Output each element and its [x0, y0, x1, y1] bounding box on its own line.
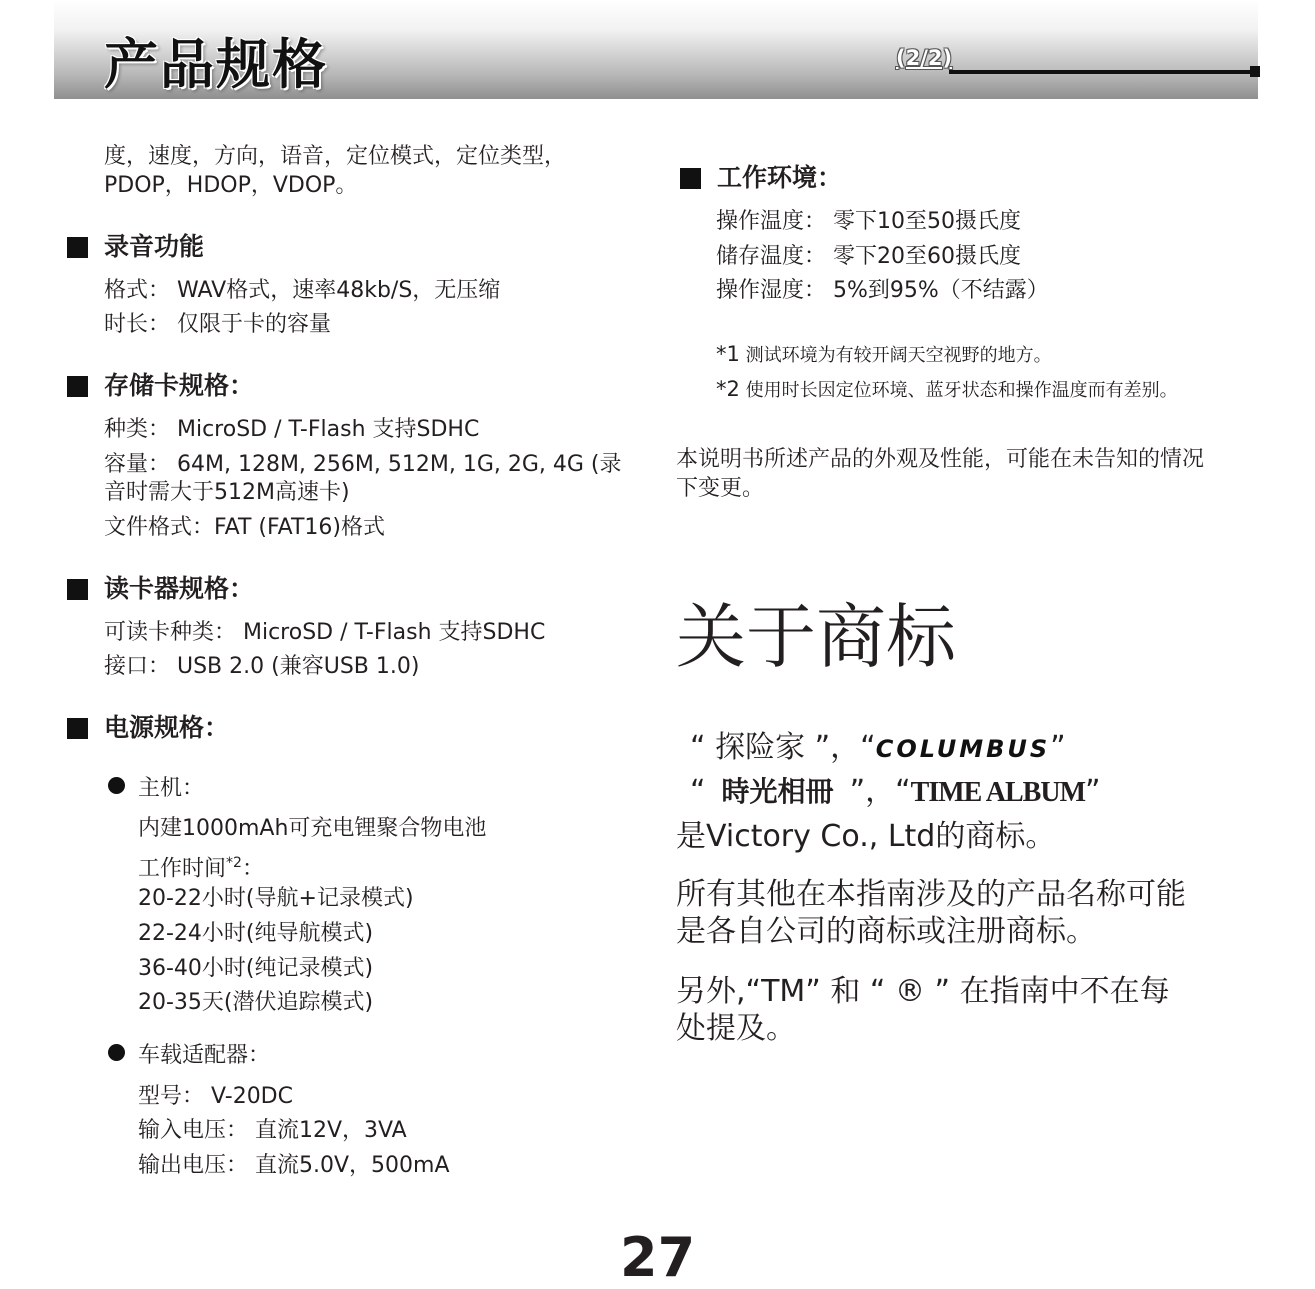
- footnote-mark: *1: [716, 342, 740, 366]
- trademark-line-2: [690, 772, 1101, 813]
- footnote-text: 测试环境为有较开阔天空视野的地方。: [739, 345, 1052, 366]
- reader-heading: [67, 574, 254, 604]
- closing-quote: ”: [1050, 730, 1066, 765]
- mode-line: 22-24小时(纯导航模式): [138, 921, 374, 946]
- columbus-logo: COLUMBUS: [875, 735, 1051, 763]
- trademark-marks-2: 处提及。: [676, 1011, 796, 1046]
- closing-quote: ”: [1085, 774, 1101, 809]
- mode-line: 20-22小时(导航+记录模式): [138, 886, 414, 911]
- footnote-1: [716, 341, 1052, 369]
- adapter-input: 输入电压： 直流12V，3VA: [138, 1118, 407, 1143]
- adapter-model: 型号： V-20DC: [138, 1084, 293, 1109]
- reader-heading-text: 读卡器规格：: [104, 574, 255, 603]
- adapter-output: 输出电压： 直流5.0V，500mA: [138, 1153, 450, 1178]
- power-heading: [67, 713, 229, 743]
- environment-heading-text: 工作环境：: [717, 163, 843, 192]
- trademark-title: 关于商标: [676, 596, 956, 678]
- separator-quote: ”，“: [849, 774, 911, 809]
- page-title: 产品规格: [104, 33, 328, 96]
- host-label: 主机：: [138, 776, 205, 801]
- trademark-others-2: 是各自公司的商标或注册商标。: [676, 914, 1096, 949]
- storage-capacity: 容量： 64M, 128M, 256M, 512M, 1G, 2G, 4G (录: [104, 452, 622, 477]
- explorer-quote: “ 探险家 ”，“: [690, 730, 876, 765]
- env-humidity: 操作湿度： 5%到95%（不结露）: [716, 278, 1049, 303]
- env-storage-temp: 储存温度： 零下20至60摄氏度: [716, 244, 1021, 269]
- header-rule: [949, 70, 1254, 74]
- storage-heading: [67, 371, 254, 401]
- reader-types: 可读卡种类： MicroSD / T-Flash 支持SDHC: [104, 620, 546, 645]
- page-header: [54, 0, 1258, 99]
- mode-line: 20-35天(潜伏追踪模式): [138, 990, 374, 1015]
- intro-line-2: PDOP，HDOP，VDOP。: [104, 173, 358, 198]
- square-bullet-icon: [67, 237, 88, 258]
- work-time-footnote: *2: [226, 855, 242, 871]
- square-bullet-icon: [680, 168, 701, 189]
- work-time-colon: ：: [241, 856, 264, 882]
- mode-line: 36-40小时(纯记录模式): [138, 956, 374, 981]
- host-battery: 内建1000mAh可充电锂聚合物电池: [138, 816, 487, 841]
- square-bullet-icon: [67, 718, 88, 739]
- recording-duration: 时长： 仅限于卡的容量: [104, 312, 331, 337]
- opening-quote: “: [690, 774, 706, 809]
- storage-capacity-cont: 音时需大于512M高速卡): [104, 480, 350, 505]
- trademark-owner: 是Victory Co., Ltd的商标。: [676, 819, 1056, 854]
- page-indicator: (2/2): [896, 46, 953, 70]
- footnote-text: 使用时长因定位环境、蓝牙状态和操作温度而有差别。: [739, 380, 1178, 401]
- recording-heading-text: 录音功能: [104, 232, 205, 261]
- storage-filesystem: 文件格式：FAT (FAT16)格式: [104, 515, 385, 540]
- env-operating-temp: 操作温度： 零下10至50摄氏度: [716, 209, 1021, 234]
- storage-type: 种类： MicroSD / T-Flash 支持SDHC: [104, 417, 480, 442]
- host-work-time: [138, 849, 264, 883]
- page-number: 27: [620, 1226, 696, 1289]
- bullet-dot-icon: [108, 777, 125, 794]
- time-album-cn-logo: 時光相冊: [721, 775, 834, 808]
- environment-heading: [680, 163, 842, 193]
- trademark-marks-1: 另外,“TM” 和 “ ® ” 在指南中不在每: [676, 974, 1170, 1009]
- adapter-label: 车载适配器：: [138, 1043, 271, 1068]
- square-bullet-icon: [67, 579, 88, 600]
- recording-format: 格式： WAV格式，速率48kb/S，无压缩: [104, 278, 501, 303]
- disclaimer-line-1: 本说明书所述产品的外观及性能，可能在未告知的情况: [676, 447, 1205, 472]
- storage-heading-text: 存储卡规格：: [104, 371, 255, 400]
- square-bullet-icon: [67, 376, 88, 397]
- header-rule-end: [1250, 66, 1260, 77]
- time-album-logo: TIME ALBUM: [910, 777, 1086, 808]
- trademark-line-1: [690, 728, 1066, 769]
- bullet-dot-icon: [108, 1044, 125, 1061]
- intro-line-1: 度，速度，方向，语音，定位模式，定位类型，: [104, 144, 567, 169]
- footnote-2: [716, 376, 1178, 404]
- reader-interface: 接口： USB 2.0 (兼容USB 1.0): [104, 654, 420, 679]
- power-heading-text: 电源规格：: [104, 713, 230, 742]
- work-time-label: 工作时间: [138, 856, 227, 882]
- recording-heading: [67, 232, 204, 262]
- trademark-others-1: 所有其他在本指南涉及的产品名称可能: [676, 877, 1186, 912]
- footnote-mark: *2: [716, 377, 740, 401]
- disclaimer-line-2: 下变更。: [676, 476, 765, 501]
